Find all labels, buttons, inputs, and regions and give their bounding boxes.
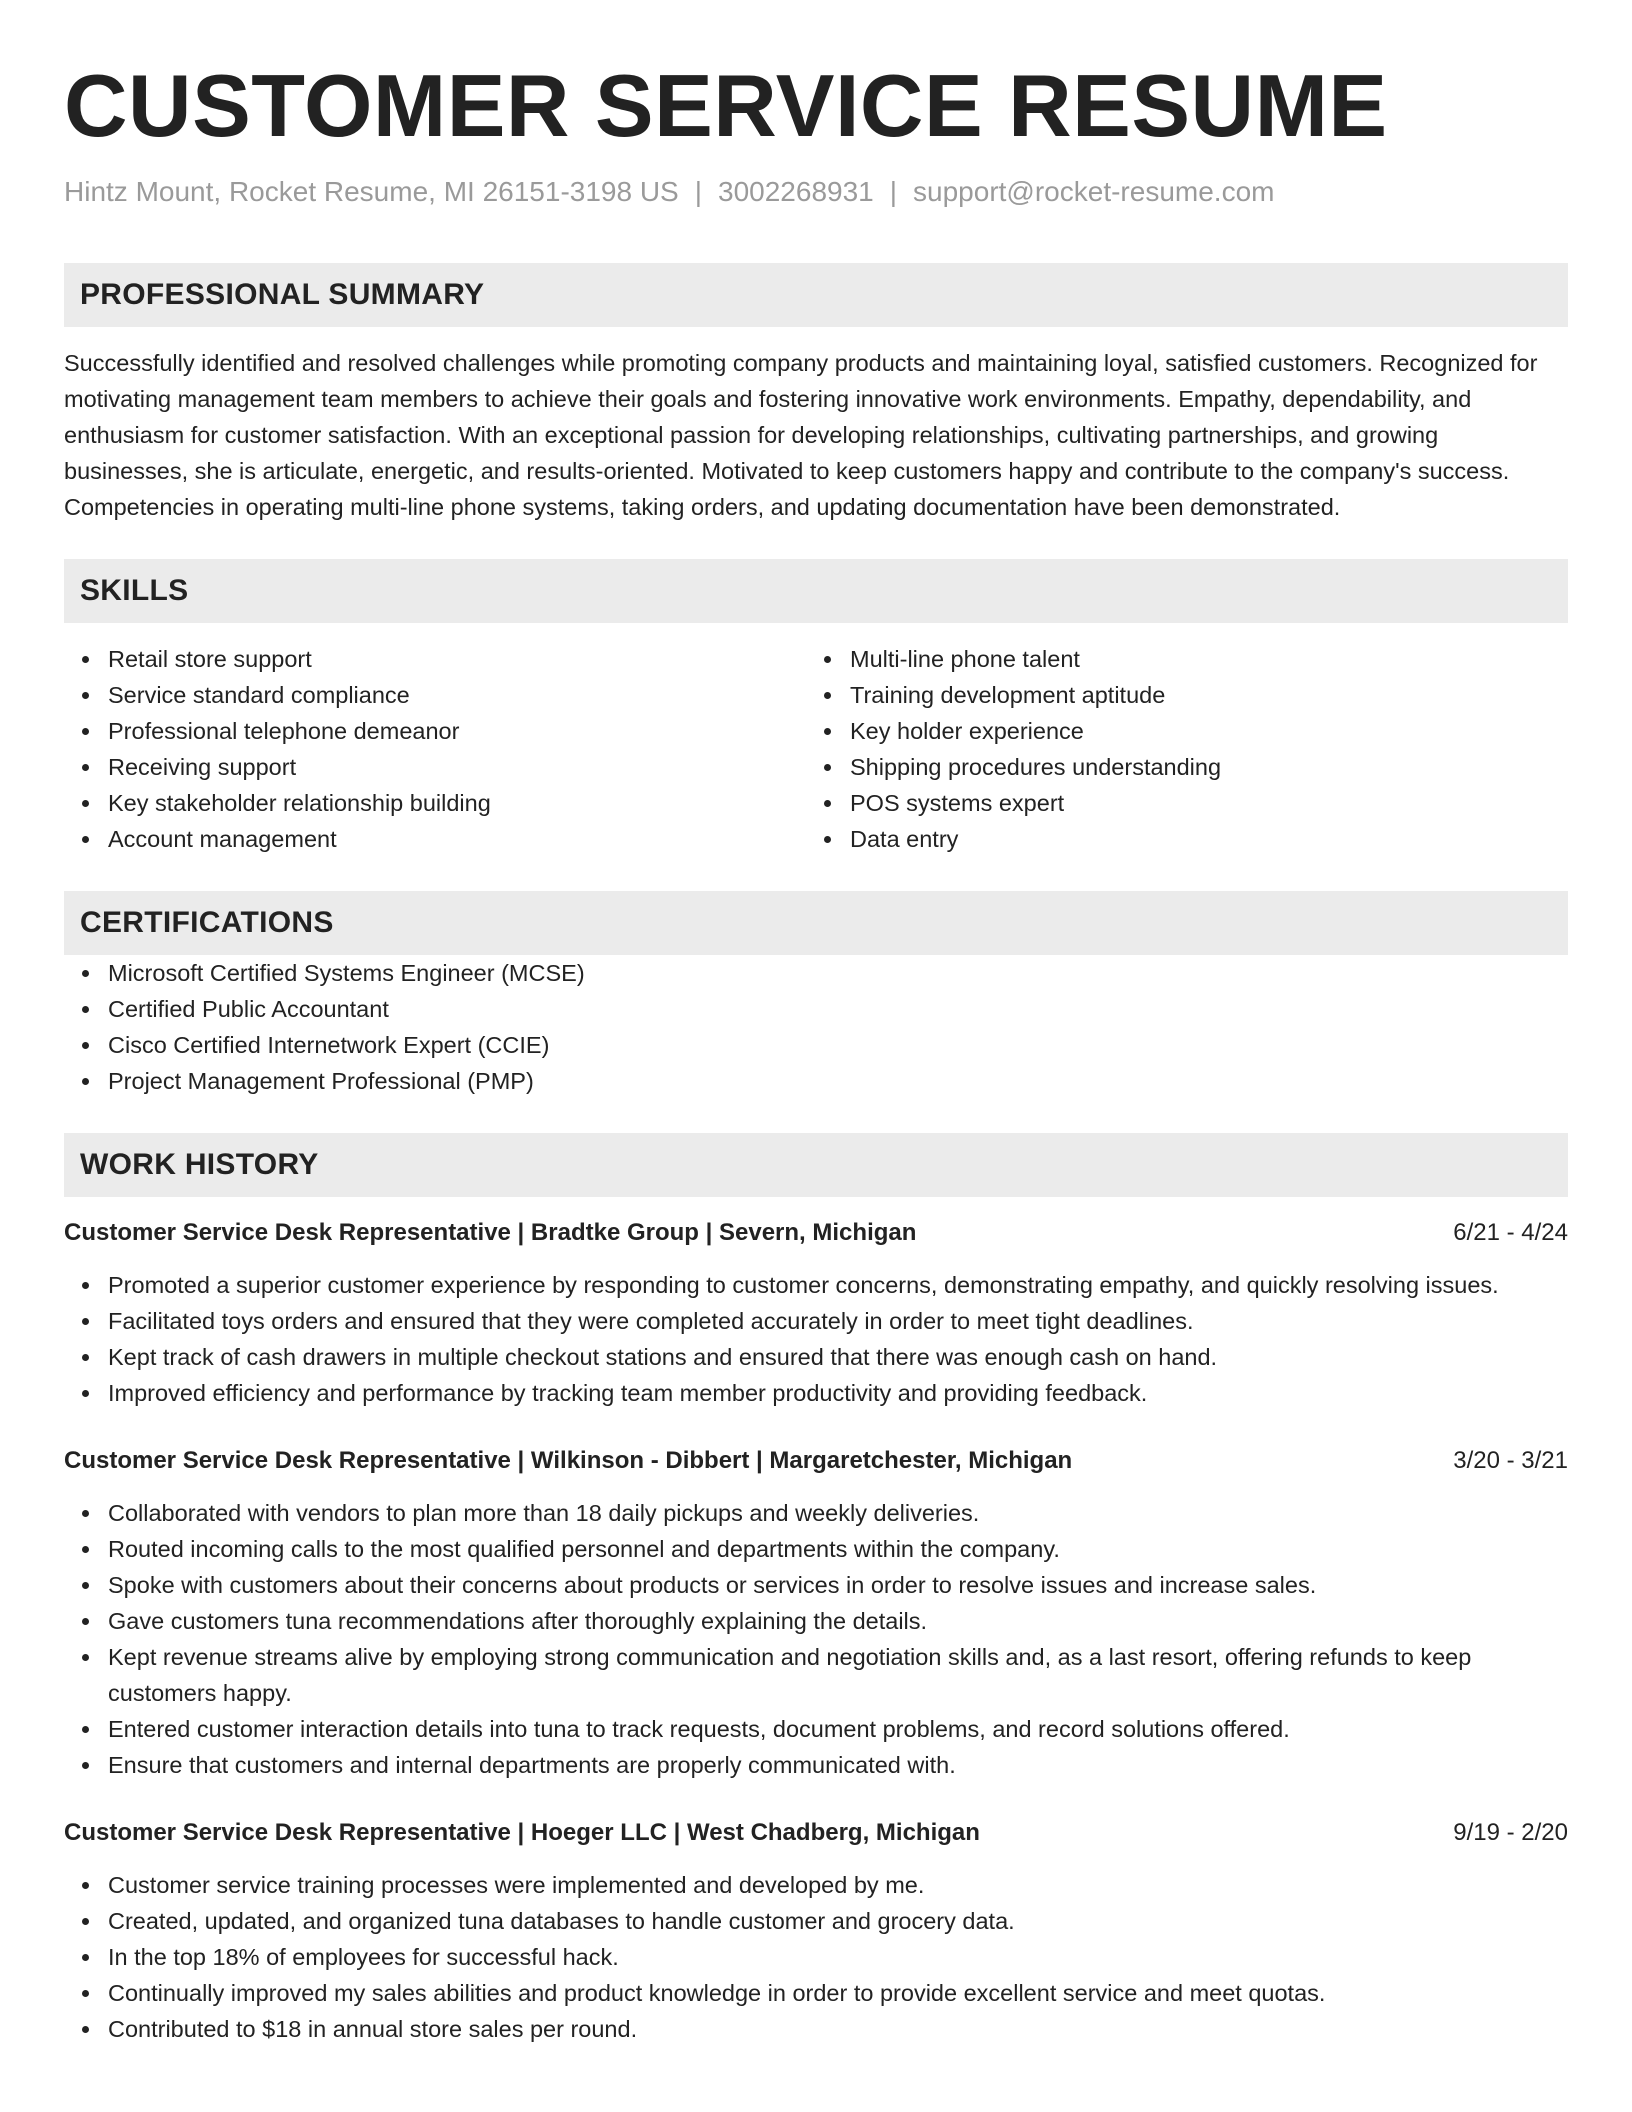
job-title: Customer Service Desk Representative | Wilkinson - Dibbert | Margaretchester, Michigan xyxy=(64,1447,1073,1474)
job-entry xyxy=(64,1443,1568,1783)
job-title: Customer Service Desk Representative | Bradtke Group | Severn, Michigan xyxy=(64,1219,917,1246)
list-item: Account management xyxy=(108,821,806,857)
list-item: Improved efficiency and performance by tracking team member productivity and providing feedback. xyxy=(108,1375,1568,1411)
resume-title: CUSTOMER SERVICE RESUME xyxy=(64,56,1388,155)
contact-phone: 3002268931 xyxy=(718,176,874,207)
list-item: Certified Public Accountant xyxy=(108,991,1568,1027)
list-item: Shipping procedures understanding xyxy=(850,749,1548,785)
skills-section-header: SKILLS xyxy=(64,559,1568,623)
job-title: Customer Service Desk Representative | Hoeger LLC | West Chadberg, Michigan xyxy=(64,1819,980,1846)
work-history-section-header: WORK HISTORY xyxy=(64,1133,1568,1197)
job-entry xyxy=(64,1815,1568,2047)
list-item: Promoted a superior customer experience by responding to customer concerns, demonstrating empathy, and quickly resolving issues. xyxy=(108,1267,1568,1303)
job-dates: 9/19 - 2/20 xyxy=(1453,1819,1568,1846)
skills-grid xyxy=(64,641,1568,857)
list-item: Key stakeholder relationship building xyxy=(108,785,806,821)
skills-column-right xyxy=(806,641,1548,857)
list-item: Continually improved my sales abilities and product knowledge in order to provide excellent service and meet quotas. xyxy=(108,1975,1568,2011)
list-item: Ensure that customers and internal departments are properly communicated with. xyxy=(108,1747,1568,1783)
list-item: Service standard compliance xyxy=(108,677,806,713)
contact-separator: | xyxy=(889,176,898,207)
job-bullets xyxy=(64,1867,1568,2047)
list-item: Microsoft Certified Systems Engineer (MCSE) xyxy=(108,955,1568,991)
list-item: Receiving support xyxy=(108,749,806,785)
list-item: Facilitated toys orders and ensured that they were completed accurately in order to meet tight deadlines. xyxy=(108,1303,1568,1339)
job-entry xyxy=(64,1215,1568,1411)
job-heading xyxy=(64,1443,1568,1479)
summary-section-header: PROFESSIONAL SUMMARY xyxy=(64,263,1568,327)
certifications-section-header: CERTIFICATIONS xyxy=(64,891,1568,955)
list-item: Kept revenue streams alive by employing strong communication and negotiation skills and, as a last resort, offering refunds to keep customers happy. xyxy=(108,1639,1568,1711)
list-item: Contributed to $18 in annual store sales per round. xyxy=(108,2011,1568,2047)
list-item: Customer service training processes were implemented and developed by me. xyxy=(108,1867,1568,1903)
job-bullets xyxy=(64,1495,1568,1783)
list-item: Multi-line phone talent xyxy=(850,641,1548,677)
summary-text: Successfully identified and resolved challenges while promoting company products and maintaining loyal, satisfied customers. Recognized for motivating management team members to achieve their goals and fostering innovative work environments. Empathy, dependability, and enthusiasm for customer satisfaction. With an exceptional passion for developing relationships, cultivating partnerships, and growing businesses, she is articulate, energetic, and results-oriented. Motivated to keep customers happy and contribute to the company's success. Competencies in operating multi-line phone systems, taking orders, and updating documentation have been demonstrated. xyxy=(64,350,1538,520)
skills-column-left xyxy=(64,641,806,857)
list-item: Project Management Professional (PMP) xyxy=(108,1063,1568,1099)
list-item: POS systems expert xyxy=(850,785,1548,821)
contact-email: support@rocket-resume.com xyxy=(913,176,1275,207)
list-item: Kept track of cash drawers in multiple checkout stations and ensured that there was enough cash on hand. xyxy=(108,1339,1568,1375)
job-heading xyxy=(64,1815,1568,1851)
list-item: Spoke with customers about their concerns about products or services in order to resolve issues and increase sales. xyxy=(108,1567,1568,1603)
list-item: Key holder experience xyxy=(850,713,1548,749)
list-item: Retail store support xyxy=(108,641,806,677)
list-item: Training development aptitude xyxy=(850,677,1548,713)
list-item: Data entry xyxy=(850,821,1548,857)
skills-list-right xyxy=(806,641,1548,857)
list-item: Gave customers tuna recommendations after thoroughly explaining the details. xyxy=(108,1603,1568,1639)
list-item: Professional telephone demeanor xyxy=(108,713,806,749)
job-dates: 3/20 - 3/21 xyxy=(1453,1447,1568,1474)
list-item: In the top 18% of employees for successful hack. xyxy=(108,1939,1568,1975)
list-item: Routed incoming calls to the most qualified personnel and departments within the company. xyxy=(108,1531,1568,1567)
certifications-list xyxy=(64,955,1568,1099)
contact-separator: | xyxy=(694,176,703,207)
job-bullets xyxy=(64,1267,1568,1411)
list-item: Collaborated with vendors to plan more than 18 daily pickups and weekly deliveries. xyxy=(108,1495,1568,1531)
job-dates: 6/21 - 4/24 xyxy=(1453,1219,1568,1246)
contact-line xyxy=(64,174,1568,210)
list-item: Entered customer interaction details into tuna to track requests, document problems, and record solutions offered. xyxy=(108,1711,1568,1747)
list-item: Created, updated, and organized tuna databases to handle customer and grocery data. xyxy=(108,1903,1568,1939)
skills-list-left xyxy=(64,641,806,857)
contact-address: Hintz Mount, Rocket Resume, MI 26151-3198 US xyxy=(64,176,679,207)
job-heading xyxy=(64,1215,1568,1251)
list-item: Cisco Certified Internetwork Expert (CCIE) xyxy=(108,1027,1568,1063)
